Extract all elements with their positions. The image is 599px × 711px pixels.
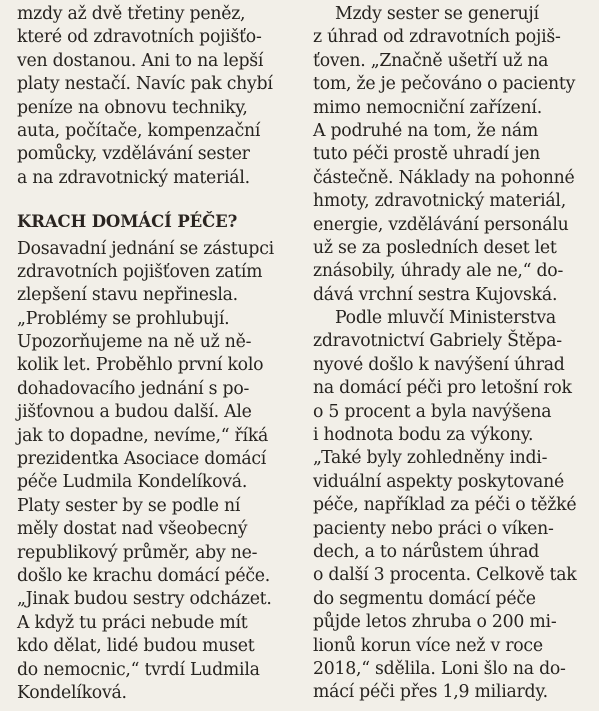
paragraph-home-care	[17, 238, 297, 706]
text-line: o další 3 procenta. Celkově tak	[313, 565, 577, 586]
text-line: Podle mluvčí Ministerstva	[335, 308, 556, 329]
text-line: i hodnota bodu za výkony.	[313, 425, 534, 446]
text-line: pomůcky, vzdělávání sester	[17, 144, 250, 165]
text-line: jak to dopadne, nevíme,“ říká	[17, 425, 269, 446]
text-line: A když tu práci nebude mít	[17, 612, 248, 633]
text-line: tom, že je pečováno o pacienty	[313, 74, 576, 95]
paragraph-ministry	[313, 307, 597, 705]
text-line: mzdy až dvě třetiny peněz,	[17, 4, 246, 24]
text-line: péče, například za péči o těžké	[313, 495, 577, 516]
text-line: prezidentka Asociace domácí	[17, 449, 267, 470]
text-line: zdravotních pojišťoven zatím	[17, 261, 263, 282]
text-line: „Jinak budou sestry odcházet.	[17, 589, 272, 610]
text-line: už se za posledních deset let	[313, 237, 557, 258]
text-line: dech, a to nárůstem úhrad	[313, 541, 540, 562]
text-line: a na zdravotnický materiál.	[17, 167, 250, 188]
text-line: energie, vzdělávání personálu	[313, 214, 569, 235]
text-line: nyové došlo k navýšení úhrad	[313, 354, 565, 375]
text-line: částečně. Náklady na pohonné	[313, 167, 575, 188]
section-heading: KRACH DOMÁCÍ PÉČE?	[17, 212, 238, 232]
text-line: dohadovacího jednání s po-	[17, 378, 250, 399]
text-line: mimo nemocniční zařízení.	[313, 97, 542, 118]
text-line: ťoven. „Značně ušetří už na	[313, 50, 549, 71]
text-line: do segmentu domácí péče	[313, 588, 536, 609]
text-line: pacienty nebo práci o víken-	[313, 518, 554, 539]
text-line: Dosavadní jednání se zástupci	[17, 238, 274, 259]
text-line: Upozorňujeme na ně už ně-	[17, 332, 252, 353]
text-line: hmoty, zdravotnický materiál,	[313, 191, 566, 212]
text-line: o 5 procent a byla navýšena	[313, 401, 552, 422]
text-line: auta, počítače, kompenzační	[17, 120, 261, 141]
text-line: A podruhé na tom, že nám	[313, 120, 539, 141]
text-line: jišťovnou a budou další. Ale	[17, 402, 252, 423]
text-line: platy nestačí. Navíc pak chybí	[17, 74, 273, 95]
text-line: kdo dělat, lidé budou muset	[17, 636, 255, 657]
text-line: „Problémy se prohlubují.	[17, 308, 230, 329]
text-line: ven dostanou. Ani to na lepší	[17, 50, 264, 71]
text-line: mácí péči přes 1,9 miliardy.	[313, 682, 548, 703]
text-line: peníze na obnovu techniky,	[17, 97, 248, 118]
text-line: 2018,“ sdělila. Loni šlo na do-	[313, 658, 566, 679]
text-line: do nemocnic,“ tvrdí Ludmila	[17, 659, 260, 680]
text-line: kolik let. Proběhlo první kolo	[17, 355, 264, 376]
right-column	[313, 3, 597, 705]
text-line: došlo ke krachu domácí péče.	[17, 565, 270, 586]
text-line: které od zdravotních pojišťo-	[17, 27, 262, 48]
text-line: půjde letos zhruba o 200 mi-	[313, 612, 557, 633]
left-column	[17, 3, 297, 705]
paragraph-wages	[313, 3, 597, 307]
text-line: péče Ludmila Kondelíková.	[17, 472, 248, 493]
text-line: měly dostat nad všeobecný	[17, 519, 248, 540]
text-line: zlepšení stavu nepřinesla.	[17, 285, 238, 306]
text-line: „Také byly zohledněny indi-	[313, 448, 548, 469]
text-line: viduální aspekty poskytované	[313, 471, 564, 492]
text-line: z úhrad od zdravotních pojiš-	[313, 27, 561, 48]
text-line: tuto péči prostě uhradí jen	[313, 144, 541, 165]
paragraph-intro	[17, 3, 297, 190]
text-line: Mzdy sester se generují	[335, 4, 539, 24]
text-line: dává vrchní sestra Kujovská.	[313, 284, 558, 305]
text-line: znásobily, úhrady ale ne,“ do-	[313, 261, 564, 282]
text-line: Kondelíková.	[17, 682, 127, 703]
text-line: na domácí péči pro letošní rok	[313, 378, 572, 399]
text-line: republikový průměr, aby ne-	[17, 542, 258, 563]
text-line: lionů korun více než v roce	[313, 635, 543, 656]
text-line: zdravotnictví Gabriely Štěpa-	[313, 331, 562, 352]
text-line: Platy sester by se podle ní	[17, 495, 241, 516]
